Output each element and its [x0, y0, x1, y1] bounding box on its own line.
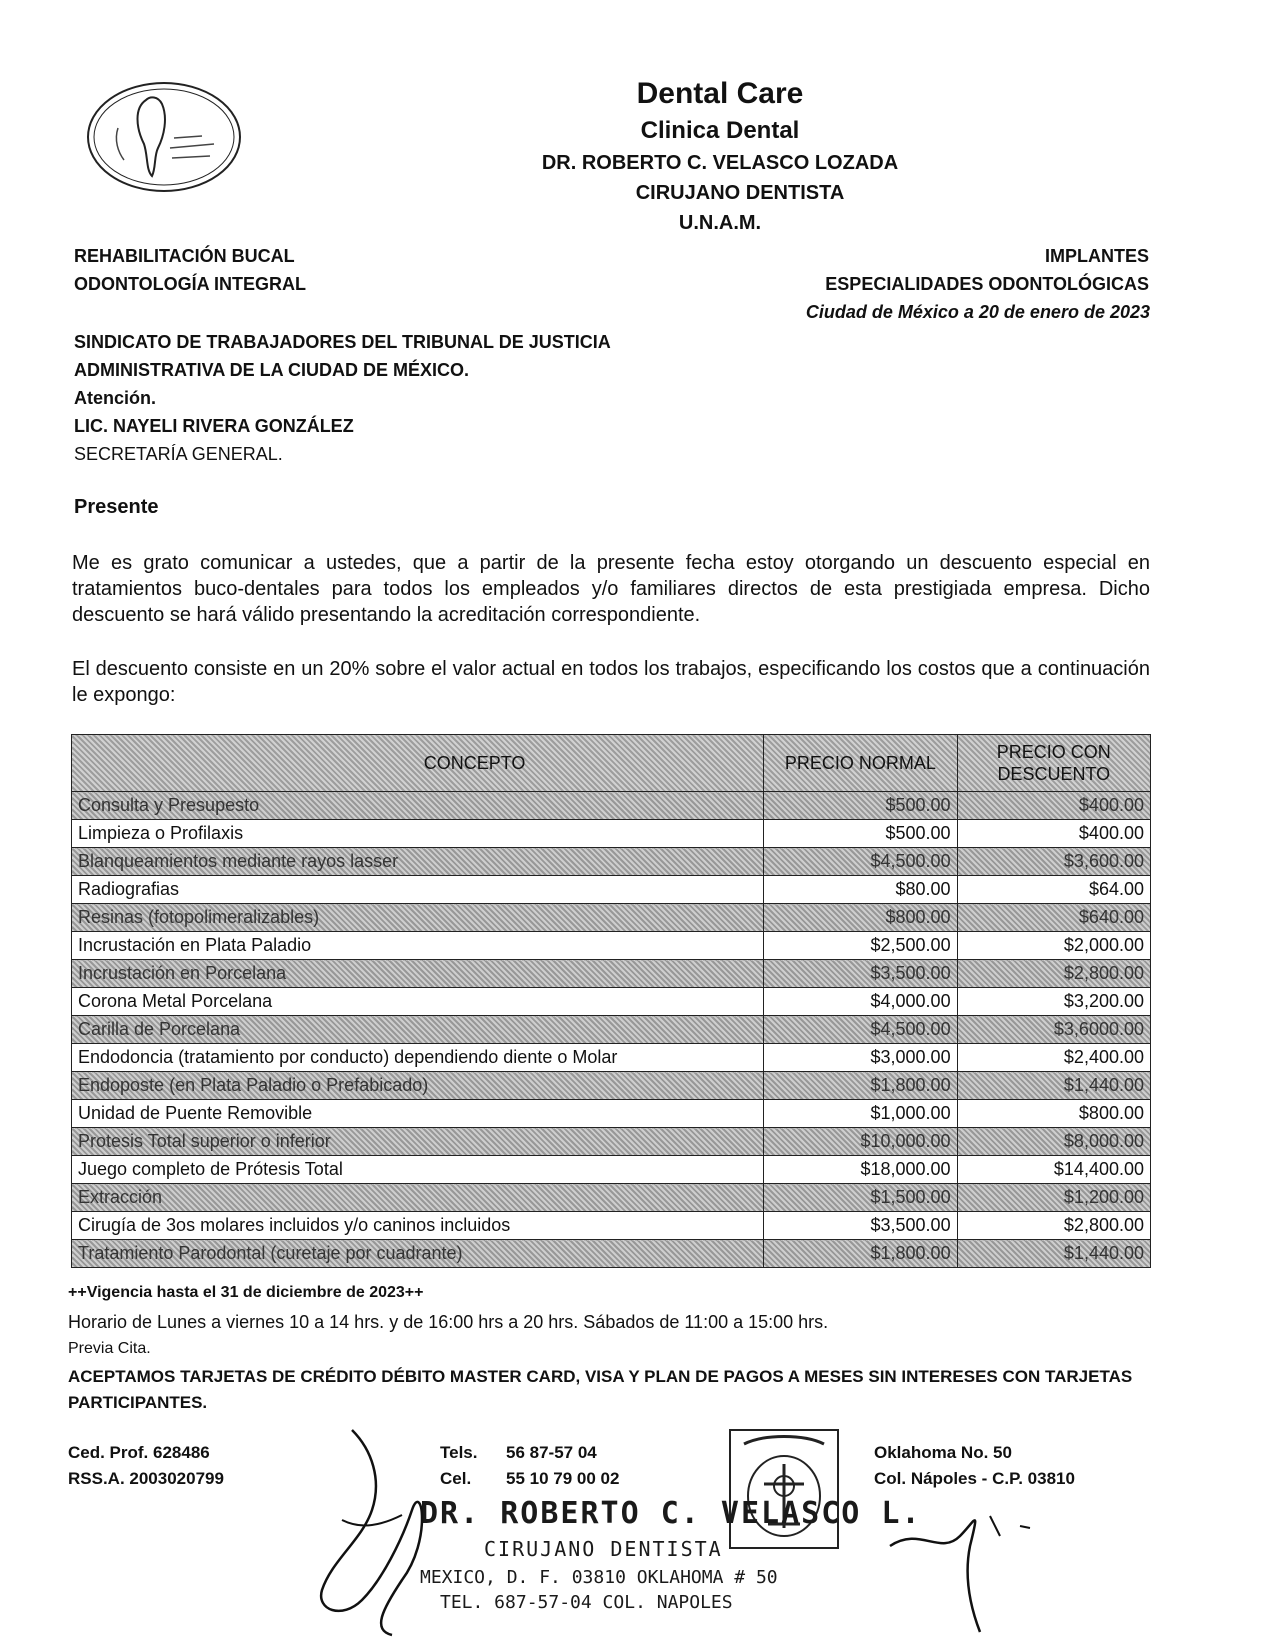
- phones: [440, 1440, 619, 1492]
- specialty-item: ESPECIALIDADES ODONTOLÓGICAS: [825, 274, 1149, 294]
- table-row: [72, 988, 1151, 1016]
- concept-cell: Juego completo de Prótesis Total: [72, 1156, 764, 1184]
- concept-cell: Endodoncia (tratamiento por conducto) dependiendo diente o Molar: [72, 1044, 764, 1072]
- table-row: [72, 1100, 1151, 1128]
- rssa: RSS.A. 2003020799: [68, 1469, 224, 1488]
- normal-price-cell: $2,500.00: [764, 932, 957, 960]
- concept-cell: Carilla de Porcelana: [72, 1016, 764, 1044]
- discount-price-cell: $2,000.00: [957, 932, 1150, 960]
- table-row: [72, 1072, 1151, 1100]
- addressee-line: ADMINISTRATIVA DE LA CIUDAD DE MÉXICO.: [74, 360, 469, 380]
- addressee-name: LIC. NAYELI RIVERA GONZÁLEZ: [74, 416, 354, 436]
- normal-price-cell: $1,500.00: [764, 1184, 957, 1212]
- normal-price-cell: $500.00: [764, 820, 957, 848]
- discount-price-cell: $1,440.00: [957, 1240, 1150, 1268]
- concept-cell: Extracción: [72, 1184, 764, 1212]
- doctor-profession: CIRUJANO DENTISTA: [635, 182, 845, 204]
- intro-paragraph: Me es grato comunicar a ustedes, que a partir de la presente fecha estoy otorgando un descuento especial en tratamientos buco-dentales para todos los empleados y/o familiares directos de esta prestigiada empresa. Dicho descuento se hará válido presentando la acreditación correspondiente.: [72, 552, 1150, 626]
- specialties-left: [74, 242, 306, 298]
- appointment-note: Previa Cita.: [68, 1340, 151, 1357]
- address: [874, 1440, 1075, 1492]
- concept-cell: Tratamiento Parodontal (curetaje por cuadrante): [72, 1240, 764, 1268]
- stamp-phone: TEL. 687-57-04 COL. NAPOLES: [440, 1592, 733, 1613]
- discount-price-cell: $800.00: [957, 1100, 1150, 1128]
- concept-cell: Consulta y Presupesto: [72, 792, 764, 820]
- signature-right: [880, 1486, 1040, 1636]
- doctor-university: U.N.A.M.: [678, 212, 762, 234]
- concept-cell: Protesis Total superior o inferior: [72, 1128, 764, 1156]
- discount-price-cell: $8,000.00: [957, 1128, 1150, 1156]
- cel-label: Cel.: [440, 1469, 472, 1488]
- normal-price-cell: $4,500.00: [764, 1016, 957, 1044]
- discount-price-cell: $64.00: [957, 876, 1150, 904]
- header-discount-line2: DESCUENTO: [997, 764, 1111, 784]
- concept-cell: Limpieza o Profilaxis: [72, 820, 764, 848]
- discount-price-cell: $400.00: [957, 792, 1150, 820]
- stamp-address: MEXICO, D. F. 03810 OKLAHOMA # 50: [420, 1567, 778, 1588]
- price-table: [71, 734, 1151, 1268]
- normal-price-cell: $3,500.00: [764, 1212, 957, 1240]
- discount-price-cell: $2,800.00: [957, 960, 1150, 988]
- specialty-item: IMPLANTES: [1044, 246, 1149, 266]
- doctor-name: DR. ROBERTO C. VELASCO LOZADA: [541, 152, 899, 174]
- stamp-profession: CIRUJANO DENTISTA: [484, 1537, 723, 1561]
- specialty-item: REHABILITACIÓN BUCAL: [74, 246, 295, 266]
- tels-label: Tels.: [440, 1443, 478, 1462]
- specialties-right: [825, 242, 1149, 298]
- discount-price-cell: $1,200.00: [957, 1184, 1150, 1212]
- concept-cell: Incrustación en Porcelana: [72, 960, 764, 988]
- normal-price-cell: $18,000.00: [764, 1156, 957, 1184]
- discount-price-cell: $3,600.00: [957, 848, 1150, 876]
- normal-price-cell: $10,000.00: [764, 1128, 957, 1156]
- table-row: [72, 904, 1151, 932]
- table-row: [72, 960, 1151, 988]
- clinic-logo: [84, 78, 244, 196]
- concept-cell: Resinas (fotopolimeralizables): [72, 904, 764, 932]
- table-row: [72, 792, 1151, 820]
- clinic-subtitle: Clinica Dental: [640, 117, 800, 144]
- salutation: Presente: [74, 496, 159, 518]
- normal-price-cell: $1,000.00: [764, 1100, 957, 1128]
- normal-price-cell: $80.00: [764, 876, 957, 904]
- table-row: [72, 1212, 1151, 1240]
- discount-price-cell: $2,400.00: [957, 1044, 1150, 1072]
- discount-price-cell: $640.00: [957, 904, 1150, 932]
- address-line: Oklahoma No. 50: [874, 1443, 1012, 1462]
- concept-cell: Incrustación en Plata Paladio: [72, 932, 764, 960]
- payment-note: ACEPTAMOS TARJETAS DE CRÉDITO DÉBITO MASTER CARD, VISA Y PLAN DE PAGOS A MESES SIN INTERESES CON TARJETAS PARTICIPANTES.: [68, 1367, 1133, 1412]
- discount-price-cell: $1,440.00: [957, 1072, 1150, 1100]
- table-row: [72, 1016, 1151, 1044]
- discount-price-cell: $400.00: [957, 820, 1150, 848]
- concept-cell: Unidad de Puente Removible: [72, 1100, 764, 1128]
- stamp-name: DR. ROBERTO C. VELASCO L.: [420, 1496, 922, 1531]
- tels-value: 56 87-57 04: [506, 1443, 597, 1462]
- normal-price-cell: $500.00: [764, 792, 957, 820]
- discount-price-cell: $3,6000.00: [957, 1016, 1150, 1044]
- table-row: [72, 932, 1151, 960]
- ced-prof: Ced. Prof. 628486: [68, 1443, 210, 1462]
- normal-price-cell: $3,500.00: [764, 960, 957, 988]
- schedule-note: Horario de Lunes a viernes 10 a 14 hrs. y de 16:00 hrs a 20 hrs. Sábados de 11:00 a 15:00 hrs.: [68, 1312, 829, 1332]
- discount-price-cell: $2,800.00: [957, 1212, 1150, 1240]
- discount-paragraph: El descuento consiste en un 20% sobre el valor actual en todos los trabajos, especificando los costos que a continuación le expongo:: [72, 658, 1150, 706]
- normal-price-cell: $4,000.00: [764, 988, 957, 1016]
- concept-cell: Radiografias: [72, 876, 764, 904]
- addressee-line: Atención.: [74, 388, 157, 408]
- cel-value: 55 10 79 00 02: [506, 1469, 620, 1488]
- address-line: Col. Nápoles - C.P. 03810: [874, 1469, 1075, 1488]
- clinic-header: [470, 74, 970, 238]
- table-row: [72, 1044, 1151, 1072]
- table-row: [72, 820, 1151, 848]
- concept-cell: Corona Metal Porcelana: [72, 988, 764, 1016]
- credentials: [68, 1440, 224, 1492]
- table-row: [72, 876, 1151, 904]
- addressee-line: SINDICATO DE TRABAJADORES DEL TRIBUNAL DE JUSTICIA: [74, 332, 611, 352]
- normal-price-cell: $1,800.00: [764, 1240, 957, 1268]
- doctor-stamp: [420, 1496, 922, 1613]
- signature-left: [312, 1420, 442, 1640]
- discount-price-cell: $14,400.00: [957, 1156, 1150, 1184]
- header-normal-price: PRECIO NORMAL: [764, 735, 957, 792]
- normal-price-cell: $1,800.00: [764, 1072, 957, 1100]
- concept-cell: Blanqueamientos mediante rayos lasser: [72, 848, 764, 876]
- table-row: [72, 1184, 1151, 1212]
- concept-cell: Cirugía de 3os molares incluidos y/o caninos incluidos: [72, 1212, 764, 1240]
- normal-price-cell: $800.00: [764, 904, 957, 932]
- clinic-title: Dental Care: [636, 77, 804, 110]
- concept-cell: Endoposte (en Plata Paladio o Prefabicado): [72, 1072, 764, 1100]
- specialty-item: ODONTOLOGÍA INTEGRAL: [74, 274, 306, 294]
- date-line: Ciudad de México a 20 de enero de 2023: [805, 302, 1150, 322]
- table-row: [72, 1240, 1151, 1268]
- header-concept: CONCEPTO: [72, 735, 764, 792]
- addressee-block: [74, 328, 611, 468]
- validity-note: ++Vigencia hasta el 31 de diciembre de 2023++: [68, 1284, 424, 1301]
- header-discount-line1: PRECIO CON: [996, 742, 1111, 762]
- table-header-row: [72, 735, 1151, 792]
- normal-price-cell: $3,000.00: [764, 1044, 957, 1072]
- table-row: [72, 1128, 1151, 1156]
- discount-price-cell: $3,200.00: [957, 988, 1150, 1016]
- table-row: [72, 1156, 1151, 1184]
- addressee-position: SECRETARÍA GENERAL.: [74, 444, 283, 464]
- normal-price-cell: $4,500.00: [764, 848, 957, 876]
- table-row: [72, 848, 1151, 876]
- header-discount-price: [957, 735, 1150, 792]
